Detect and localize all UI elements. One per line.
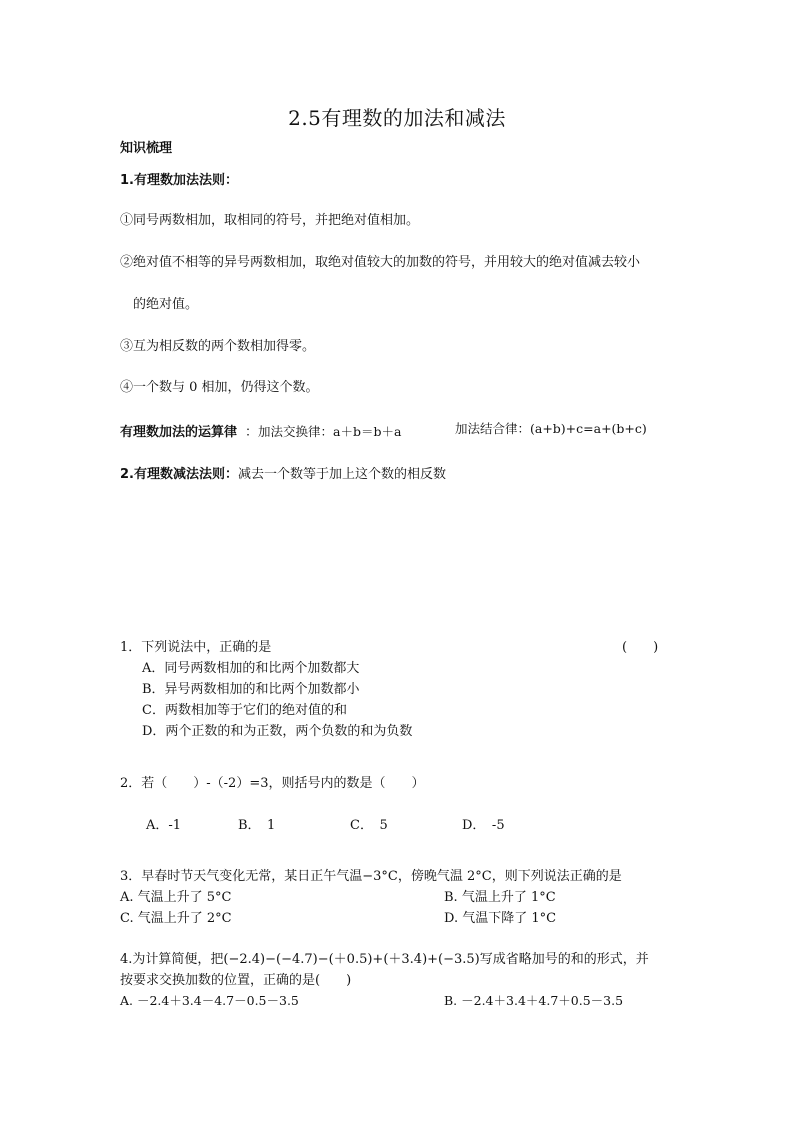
question-1-option-d: D．两个正数的和为正数，两个负数的和为负数 <box>142 724 413 739</box>
subtraction-row <box>120 465 446 481</box>
associative-law: 加法结合律：(a+b)+c=a+(b+c) <box>455 421 647 436</box>
subtraction-rule: 减去一个数等于加上这个数的相反数 <box>237 467 446 482</box>
addition-rules-heading: 1.有理数加法法则： <box>120 173 238 188</box>
addition-rule-4: ④一个数与 0 相加，仍得这个数。 <box>120 380 319 395</box>
question-4-stem-line-1: 4.为计算简便，把(−2.4)−(−4.7)−(＋0.5)+(＋3.4)+(−3.5)写成省略加号的和的形式，并 <box>120 952 649 967</box>
question-3-option-a: A. 气温上升了 5°C <box>120 890 232 905</box>
question-1-answer-bracket: ( ) <box>622 640 659 655</box>
question-4-option-b: B. －2.4＋3.4＋4.7＋0.5－3.5 <box>444 993 624 1008</box>
question-1-option-b: B．异号两数相加的和比两个加数都小 <box>142 682 360 697</box>
addition-rule-2-line-2: 的绝对值。 <box>133 297 199 312</box>
question-4-option-a: A. －2.4＋3.4－4.7－0.5－3.5 <box>120 993 299 1008</box>
question-1-option-c: C．两数相加等于它们的绝对值的和 <box>142 703 347 718</box>
question-2-option-d: D． -5 <box>462 818 505 833</box>
question-3-option-d: D. 气温下降了 1°C <box>444 911 557 926</box>
question-1-stem: 1．下列说法中，正确的是 <box>120 640 272 655</box>
section-heading: 知识梳理 <box>120 141 173 156</box>
addition-rule-2-line-1: ②绝对值不相等的异号两数相加，取绝对值较大的加数的符号，并用较大的绝对值减去较小 <box>120 255 641 270</box>
addition-laws-colon: ： <box>245 425 259 440</box>
question-3-stem: 3．早春时节天气变化无常，某日正午气温−3°C，傍晚气温 2°C，则下列说法正确的是 <box>120 869 622 884</box>
question-4-stem-line-2: 按要求交换加数的位置，正确的是( ) <box>120 973 352 988</box>
page-title: 2.5有理数的加法和减法 <box>288 106 506 130</box>
question-2-option-c: C． 5 <box>350 818 388 833</box>
addition-rule-1: ①同号两数相加，取相同的符号，并把绝对值相加。 <box>120 213 420 228</box>
subtraction-rule-heading: 2.有理数减法法则： <box>120 467 238 482</box>
commutative-law: 加法交换律：a＋b＝b＋a <box>258 424 402 439</box>
addition-laws-row <box>120 423 401 439</box>
question-2-option-a: A．-1 <box>146 818 182 833</box>
addition-laws-label: 有理数加法的运算律 <box>120 425 238 440</box>
question-2-option-b: B． 1 <box>238 818 276 833</box>
addition-rule-3: ③互为相反数的两个数相加得零。 <box>120 339 316 354</box>
question-2-stem: 2．若（ ）-（-2）=3，则括号内的数是（ ） <box>120 776 425 791</box>
question-3-option-b: B. 气温上升了 1°C <box>444 890 556 905</box>
question-1-option-a: A．同号两数相加的和比两个加数都大 <box>142 661 360 676</box>
question-3-option-c: C. 气温上升了 2°C <box>120 911 232 926</box>
